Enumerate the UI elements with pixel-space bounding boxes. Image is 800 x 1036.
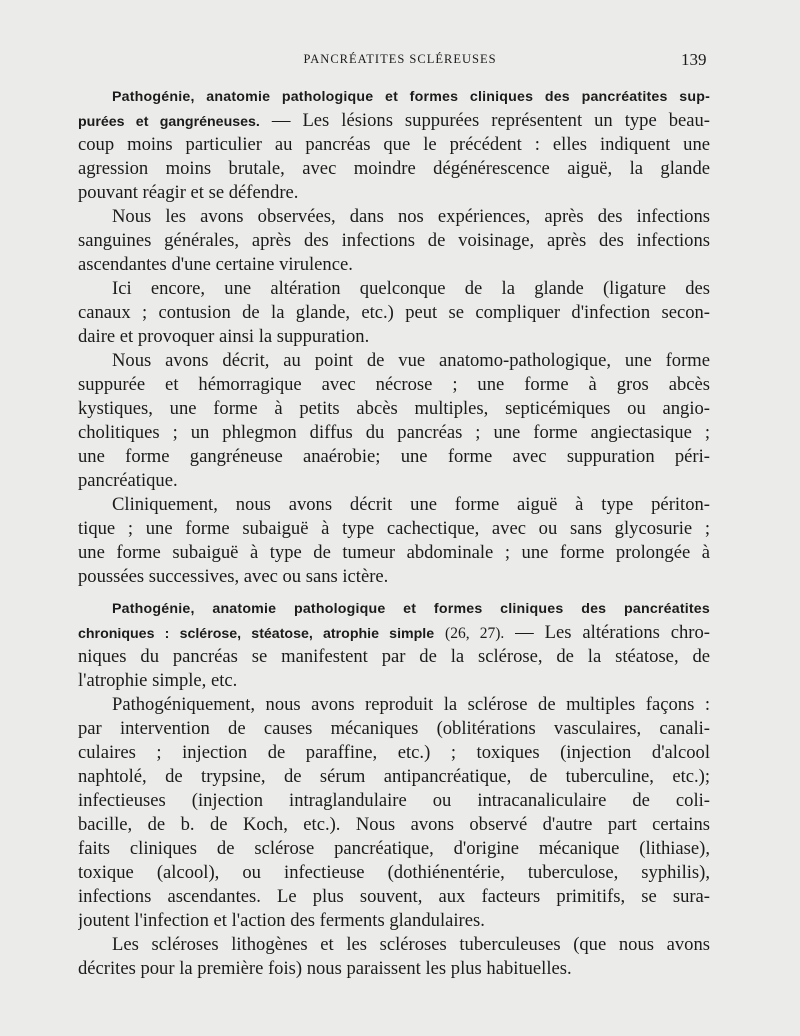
paragraph-line: infections ascendantes. Le plus souvent, aux facteurs primitifs, se sura-: [78, 886, 710, 907]
section2-heading-end: chroniques : sclérose, stéatose, atrophie simple: [78, 626, 435, 642]
paragraph-line: par intervention de causes mécaniques (oblitérations vasculaires, canali-: [78, 718, 710, 739]
paragraph-line: sanguines générales, après des infections de voisinage, après des infections: [78, 230, 710, 251]
paragraph-line: daire et provoquer ainsi la suppuration.: [78, 326, 370, 347]
paragraph-line: cholitiques ; un phlegmon diffus du pancréas ; une forme angiectasique ;: [78, 422, 710, 443]
paragraph-line: Ici encore, une altération quelconque de la glande (ligature des: [112, 278, 710, 299]
paragraph-line: kystiques, une forme à petits abcès multiples, septicémiques ou angio-: [78, 398, 710, 419]
paragraph-line: pouvant réagir et se défendre.: [78, 182, 299, 203]
paragraph-line: naphtolé, de trypsine, de sérum antipancréatique, de tuberculine, etc.);: [78, 766, 710, 787]
paragraph-line: bacille, de b. de Koch, etc.). Nous avons observé d'autre part certains: [78, 814, 710, 835]
running-head-title: PANCRÉATITES SCLÉREUSES: [303, 52, 497, 66]
section2-line-2: chroniques : sclérose, stéatose, atrophie simple (26, 27). — Les altérations chro-: [78, 622, 710, 643]
paragraph-line: agression moins brutale, avec moindre dégénérescence aiguë, la glande: [78, 158, 710, 179]
paragraph-line: toxique (alcool), ou infectieuse (dothiénentérie, tuberculose, syphilis),: [78, 862, 710, 883]
running-head: [0, 50, 800, 72]
page-number: 139: [681, 50, 707, 69]
paragraph-line: décrites pour la première fois) nous paraissent les plus habituelles.: [78, 958, 572, 979]
paragraph-line: pancréatique.: [78, 470, 178, 491]
paragraph-line: ascendantes d'une certaine virulence.: [78, 254, 353, 275]
paragraph-line: l'atrophie simple, etc.: [78, 670, 238, 691]
paragraph-line: poussées successives, avec ou sans ictère.: [78, 566, 389, 587]
paragraph-line: faits cliniques de sclérose pancréatique, d'origine mécanique (lithiase),: [78, 838, 710, 859]
section2-heading-line-1: Pathogénie, anatomie pathologique et formes cliniques des pancréatites: [112, 601, 710, 617]
paragraph-line: Nous avons décrit, au point de vue anatomo-pathologique, une forme: [112, 350, 710, 371]
paragraph-line: tique ; une forme subaiguë à type cachectique, avec ou sans glycosurie ;: [78, 518, 710, 539]
paragraph-line: une forme gangréneuse anaérobie; une forme avec suppuration péri-: [78, 446, 710, 467]
paragraph-line: culaires ; injection de paraffine, etc.) ; toxiques (injection d'alcool: [78, 742, 710, 763]
paragraph-line: Cliniquement, nous avons décrit une forme aiguë à type périton-: [112, 494, 710, 515]
paragraph-line: Pathogéniquement, nous avons reproduit la sclérose de multiples façons :: [112, 694, 710, 715]
section1-line-2: purées et gangréneuses. — Les lésions suppurées représentent un type beau-: [78, 110, 710, 131]
paragraph-line: canaux ; contusion de la glande, etc.) peut se compliquer d'infection secon-: [78, 302, 710, 323]
section1-heading-line-1: Pathogénie, anatomie pathologique et formes cliniques des pancréatites sup-: [112, 89, 710, 105]
paragraph-line: coup moins particulier au pancréas que le précédent : elles indiquent une: [78, 134, 710, 155]
paragraph-line: infectieuses (injection intraglandulaire ou intracanaliculaire de coli-: [78, 790, 710, 811]
reference-numbers: (26, 27).: [445, 625, 505, 642]
paragraph-line: niques du pancréas se manifestent par de la sclérose, de la stéatose, de: [78, 646, 710, 667]
paragraph-line: Nous les avons observées, dans nos expériences, après des infections: [112, 206, 710, 227]
paragraph-line: une forme subaiguë à type de tumeur abdominale ; une forme prolongée à: [78, 542, 710, 563]
paragraph-line: joutent l'infection et l'action des ferments glandulaires.: [78, 910, 485, 931]
paragraph-line: Les scléroses lithogènes et les scléroses tuberculeuses (que nous avons: [112, 934, 710, 955]
paragraph-line: suppurée et hémorragique avec nécrose ; une forme à gros abcès: [78, 374, 710, 395]
section1-heading-end: purées et gangréneuses.: [78, 114, 260, 130]
